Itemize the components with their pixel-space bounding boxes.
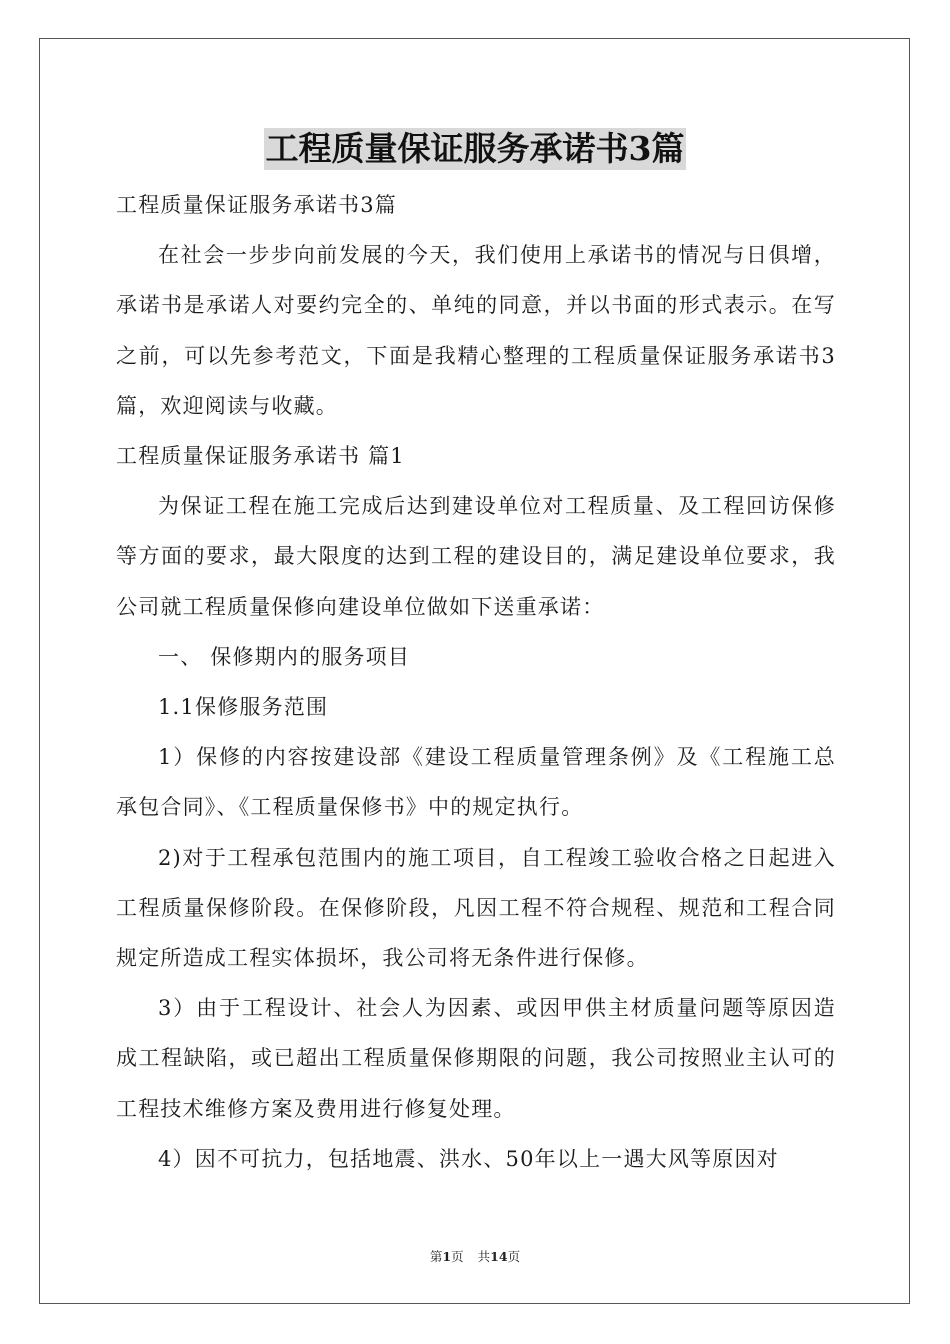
footer-page-number: 1 — [442, 1249, 452, 1264]
section-heading: 工程质量保证服务承诺书 篇1 — [116, 444, 405, 469]
document-body — [116, 180, 836, 1184]
subsection-heading: 1.1保修服务范围 — [158, 695, 329, 720]
list-heading: 一、 保修期内的服务项目 — [158, 644, 411, 669]
paragraph: 3）由于工程设计、社会人为因素、或因甲供主材质量问题等原因造成工程缺陷，或已超出工程质量保修期限的问题，我公司按照业主认可的工程技术维修方案及费用进行修复处理。 — [116, 996, 836, 1121]
paragraph: 4）因不可抗力，包括地震、洪水、50年以上一遇大风等原因对 — [158, 1146, 779, 1171]
footer-total-suffix: 页 — [507, 1249, 521, 1264]
document-subtitle: 工程质量保证服务承诺书3篇 — [116, 193, 397, 217]
title-container — [0, 128, 950, 170]
footer-page-suffix: 页 — [451, 1249, 464, 1264]
footer-total-prefix: 共 — [477, 1249, 491, 1264]
intro-paragraph: 在社会一步步向前发展的今天，我们使用上承诺书的情况与日俱增，承诺书是承诺人对要约完全的、单纯的同意，并以书面的形式表示。在写之前，可以先参考范文，下面是我精心整理的工程质量保证服务承诺书3篇，欢迎阅读与收藏。 — [116, 243, 836, 418]
paragraph: 为保证工程在施工完成后达到建设单位对工程质量、及工程回访保修等方面的要求，最大限度的达到工程的建设目的，满足建设单位要求，我公司就工程质量保修向建设单位做如下送重承诺： — [116, 494, 836, 619]
footer-page-prefix: 第 — [429, 1249, 443, 1264]
paragraph: 1）保修的内容按建设部《建设工程质量管理条例》及《工程施工总承包合同》、《工程质量保修书》中的规定执行。 — [116, 745, 836, 820]
page-footer — [0, 1247, 950, 1265]
document-title: 工程质量保证服务承诺书3篇 — [265, 129, 685, 168]
footer-total-pages: 14 — [490, 1249, 508, 1264]
paragraph: 2)对于工程承包范围内的施工项目，自工程竣工验收合格之日起进入工程质量保修阶段。在保修阶段，凡因工程不符合规程、规范和工程合同规定所造成工程实体损坏，我公司将无条件进行保修。 — [116, 845, 836, 971]
